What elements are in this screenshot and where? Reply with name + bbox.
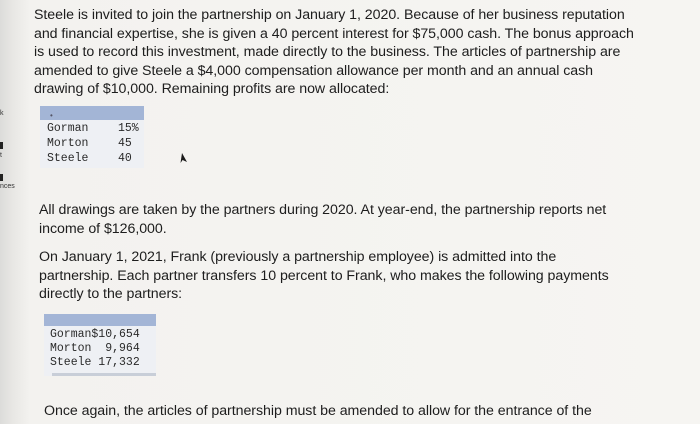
payments-table [44, 314, 156, 376]
table-header [40, 106, 144, 120]
intro-paragraph: Steele is invited to join the partnership on January 1, 2020. Because of her business reputation and financial expertise, she is given a 40 percent interest for $75,000 cash. The bonus approach is used to record this investment, made directly to the business. The articles of partnership are amended to give Steele a $4,000 compensation allowance per month and an annual cash drawing of $10,000. Remaining profits are now allocated: [34, 7, 634, 97]
partner-share: 15% [118, 122, 139, 135]
left-sidebar-fragment [0, 0, 20, 424]
mouse-pointer-icon [176, 152, 188, 164]
partner-name: Gorman [47, 122, 89, 135]
closing-paragraph: Once again, the articles of partnership must be amended to allow for the entrance of the [44, 403, 592, 419]
profit-allocation-table [40, 106, 144, 168]
partner-share: 40 [118, 152, 132, 165]
table-header [44, 314, 156, 326]
drawings-paragraph: All drawings are taken by the partners during 2020. At year-end, the partnership reports net income of $126,000. [39, 202, 607, 237]
partner-share: 45 [118, 137, 132, 150]
sidebar-marker [0, 142, 3, 149]
table-row: Gorman$10,654 [50, 328, 140, 341]
table-row: Steele 17,332 [50, 356, 140, 369]
sidebar-fragment: nces [0, 183, 15, 190]
partner-name: Steele [47, 152, 89, 165]
header-mark: • [50, 111, 53, 120]
frank-admission-paragraph: On January 1, 2021, Frank (previously a partnership employee) is admitted into the partnership. Each partner transfers 10 percent to Frank, who makes the following payments directly to the partners: [39, 249, 609, 302]
sidebar-fragment: k [0, 110, 4, 117]
table-row: Morton 9,964 [50, 342, 140, 355]
table-footer [52, 373, 156, 376]
partner-name: Morton [47, 137, 89, 150]
sidebar-fragment: t [0, 152, 2, 159]
sidebar-marker [0, 174, 3, 181]
